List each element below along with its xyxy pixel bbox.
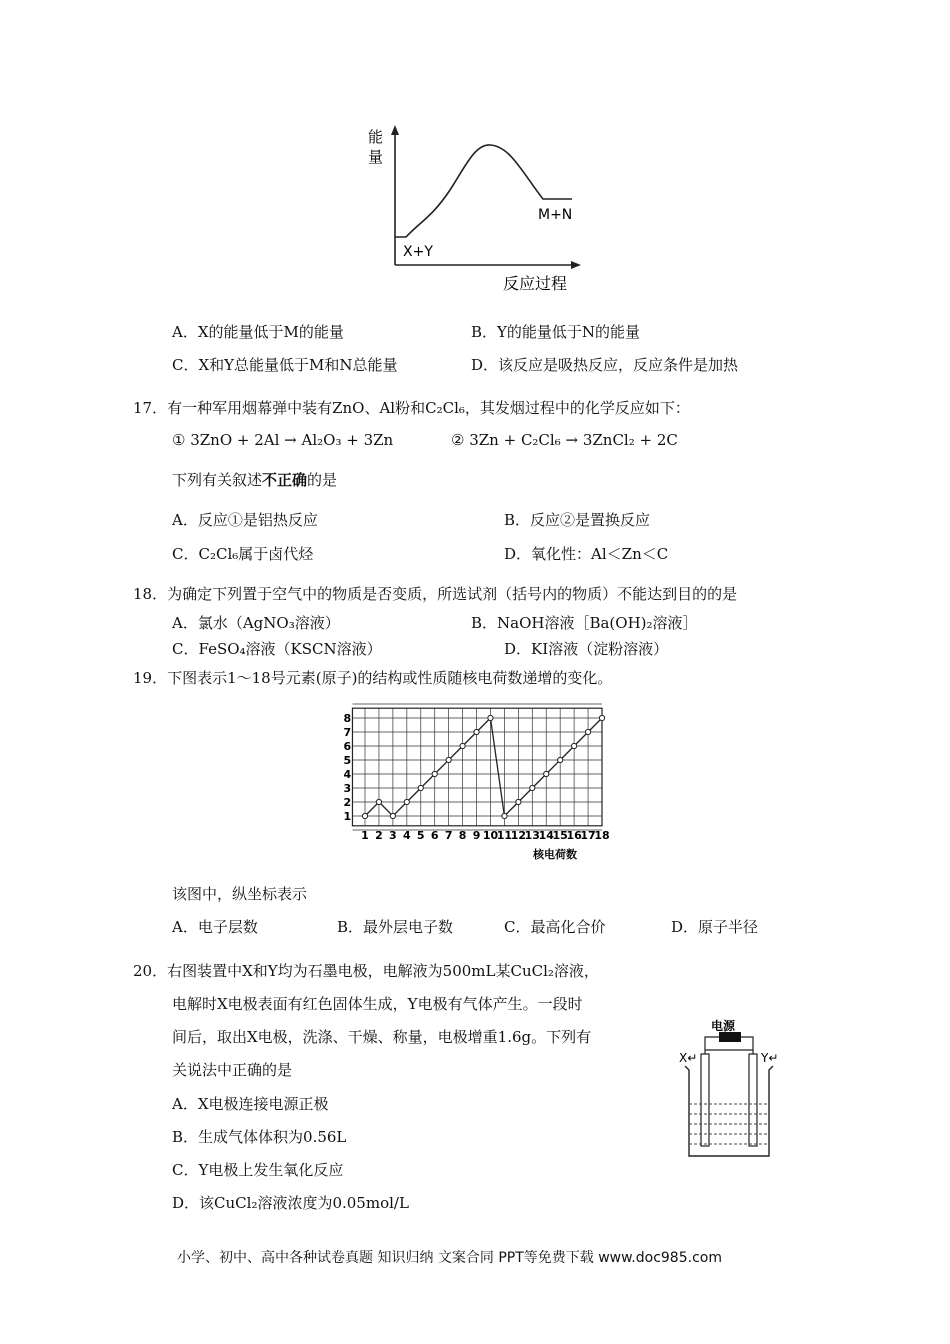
y-electrode: [749, 1054, 757, 1146]
q17-option-b: B．反应②是置换反应: [504, 511, 651, 529]
chart-x-ticks: [361, 829, 609, 842]
y-tick-label: 5: [343, 754, 352, 767]
x-tick-label: 8: [458, 828, 467, 842]
q20-line-2: 电解时X电极表面有红色固体生成，Y电极有气体产生。一段时: [172, 995, 583, 1013]
q18-option-d: D．KI溶液（淀粉溶液）: [504, 640, 669, 658]
data-point: [530, 785, 535, 790]
q20-option-d: D．该CuCl₂溶液浓度为0.05mol/L: [172, 1194, 409, 1212]
data-point: [432, 771, 437, 776]
x-tick-label: 12: [510, 828, 527, 842]
x-tick-label: 9: [472, 828, 481, 842]
data-point: [446, 757, 451, 762]
beaker: [685, 1066, 773, 1156]
data-point: [460, 743, 465, 748]
q19-option-b: B．最外层电子数: [337, 918, 454, 936]
y-tick-label: 1: [343, 810, 352, 823]
x-tick-label: 13: [524, 828, 540, 842]
x-tick-label: 17: [580, 828, 596, 842]
q17-option-a: A．反应①是铝热反应: [172, 511, 318, 529]
data-point: [390, 813, 395, 818]
electron-chart: [335, 700, 615, 865]
q17-question: [172, 470, 337, 490]
q17-option-d: D．氧化性：Al＜Zn＜C: [504, 545, 669, 563]
q16-option-b: B．Y的能量低于N的能量: [471, 323, 641, 341]
q18-option-a: A．氯水（AgNO₃溶液）: [172, 614, 340, 632]
y-electrode-label: Y↵: [761, 1051, 779, 1065]
q20-option-a: A．X电极连接电源正极: [172, 1095, 329, 1113]
energy-y-label-1: 能: [368, 128, 384, 146]
q17-reaction-1: ① 3ZnO + 2Al → Al₂O₃ + 3Zn: [172, 431, 394, 449]
q17-reaction-2: ② 3Zn + C₂Cl₆ → 3ZnCl₂ + 2C: [451, 431, 678, 449]
chart-frame: [352, 708, 602, 826]
q20-option-b: B．生成气体体积为0.56L: [172, 1128, 347, 1146]
data-point: [474, 729, 479, 734]
x-tick-label: 11: [496, 828, 513, 842]
q19-option-d: D．原子半径: [671, 918, 759, 936]
x-axis-label: 反应过程: [503, 274, 568, 293]
data-point: [572, 743, 577, 748]
power-label: 电源: [711, 1019, 736, 1033]
q20-option-c: C．Y电极上发生氧化反应: [172, 1161, 344, 1179]
q20-line-4: 关说法中正确的是: [172, 1061, 293, 1079]
chart-y-ticks: [343, 712, 351, 823]
q18-stem: 18．为确定下列置于空气中的物质是否变质，所选试剂（括号内的物质）不能达到目的的是: [133, 585, 738, 603]
q19-option-c: C．最高化合价: [504, 918, 606, 936]
y-tick-label: 3: [343, 782, 352, 795]
data-point: [376, 799, 381, 804]
y-tick-label: 8: [343, 712, 352, 725]
data-point: [488, 715, 493, 720]
q18-option-c: C．FeSO₄溶液（KSCN溶液）: [172, 640, 382, 658]
x-tick-label: 14: [538, 828, 554, 842]
q19-stem: 19．下图表示1～18号元素(原子)的结构或性质随核电荷数递增的变化。: [133, 669, 613, 687]
x-tick-label: 7: [444, 828, 453, 842]
y-tick-label: 6: [343, 740, 352, 753]
reactant-label: X+Y: [403, 244, 433, 260]
energy-curve: [395, 145, 572, 237]
data-point: [544, 771, 549, 776]
x-tick-label: 3: [389, 828, 397, 842]
energy-diagram: [360, 122, 590, 297]
x-tick-label: 18: [594, 828, 610, 842]
data-point: [362, 813, 367, 818]
q17-stem: 17．有一种军用烟幕弹中装有ZnO、Al粉和C₂Cl₆，其发烟过程中的化学反应如下：: [133, 399, 690, 417]
q16-option-d: D．该反应是吸热反应，反应条件是加热: [471, 356, 739, 374]
x-tick-label: 15: [552, 828, 568, 842]
chart-series-points: [362, 715, 604, 818]
data-point: [558, 757, 563, 762]
data-point: [418, 785, 423, 790]
q18-option-b: B．NaOH溶液［Ba(OH)₂溶液］: [471, 614, 698, 632]
data-point: [585, 729, 590, 734]
data-point: [502, 813, 507, 818]
q16-option-a: A．X的能量低于M的能量: [172, 323, 344, 341]
x-tick-label: 4: [402, 828, 411, 842]
product-label: M+N: [538, 207, 573, 223]
chart-grid: [352, 704, 602, 830]
electrolysis-apparatus: [675, 1018, 785, 1163]
x-tick-label: 10: [482, 828, 499, 842]
energy-y-label-2: 量: [368, 148, 384, 166]
q16-option-c: C．X和Y总能量低于M和N总能量: [172, 356, 398, 374]
data-point: [599, 715, 604, 720]
q20-line-3: 间后，取出X电极，洗涤、干燥、称量，电极增重1.6g。下列有: [172, 1028, 592, 1046]
q17-question-prefix: 下列有关叙述: [172, 471, 263, 489]
y-tick-label: 2: [343, 796, 352, 809]
footer-text: 小学、初中、高中各种试卷真题 知识归纳 文案合同 PPT等免费下载 www.doc985.com: [177, 1250, 722, 1266]
x-tick-label: 16: [566, 828, 582, 842]
chart-x-label: 核电荷数: [533, 848, 577, 861]
x-electrode: [701, 1054, 709, 1146]
x-tick-label: 6: [430, 828, 439, 842]
x-tick-label: 2: [375, 828, 383, 842]
x-tick-label: 5: [416, 828, 425, 842]
q20-line-1: 20．右图装置中X和Y均为石墨电极，电解液为500mL某CuCl₂溶液，: [133, 962, 599, 980]
q17-question-emphasis: 不正确: [262, 471, 308, 489]
x-tick-label: 1: [361, 828, 369, 842]
power-source: [719, 1032, 741, 1042]
x-electrode-label: X↵: [679, 1051, 698, 1065]
q19-question: 该图中，纵坐标表示: [172, 885, 308, 903]
q19-option-a: A．电子层数: [172, 918, 258, 936]
chart-series-line: [365, 718, 602, 816]
q17-option-c: C．C₂Cl₆属于卤代烃: [172, 545, 314, 563]
data-point: [516, 799, 521, 804]
y-tick-label: 7: [343, 726, 352, 739]
q17-question-suffix: 的是: [307, 471, 338, 489]
y-tick-label: 4: [343, 768, 352, 781]
data-point: [404, 799, 409, 804]
